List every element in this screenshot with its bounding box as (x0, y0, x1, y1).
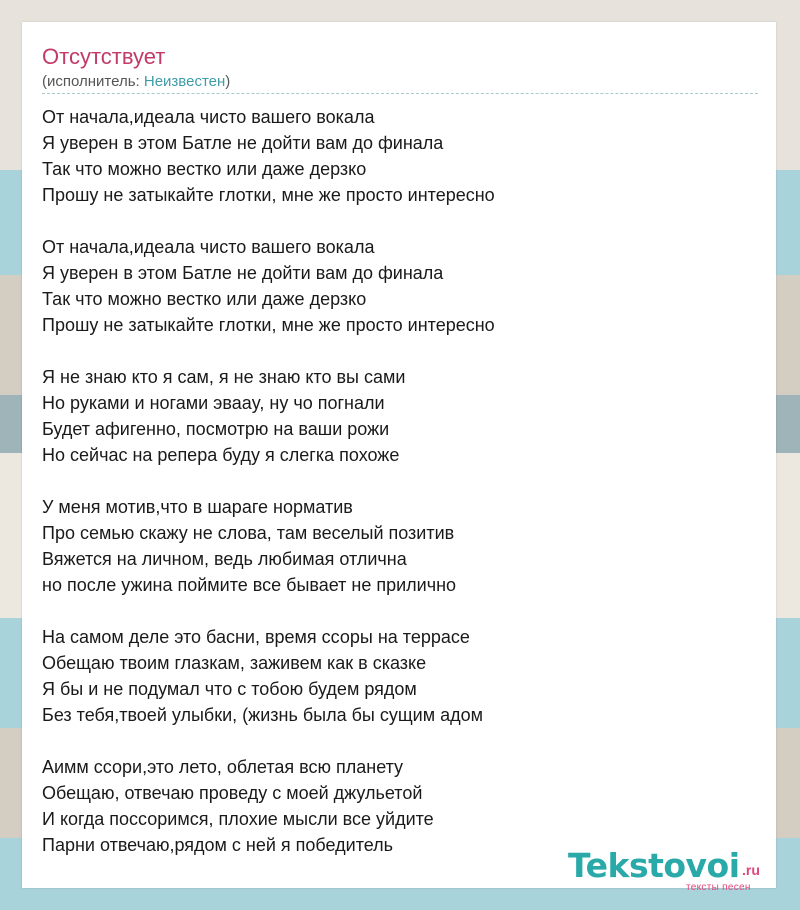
artist-link[interactable]: Неизвестен (143, 73, 226, 90)
artist-line (42, 73, 230, 91)
lyric-line: На самом деле это басни, время ссоры на террасе (42, 627, 470, 647)
lyric-line: Я не знаю кто я сам, я не знаю кто вы сами (42, 367, 406, 387)
logo-suffix: .ru (742, 862, 760, 878)
lyric-line: Обещаю твоим глазкам, заживем как в сказке (42, 653, 427, 673)
song-title: Отсутствует (42, 44, 166, 69)
lyric-line: но после ужина поймите все бывает не прилично (42, 575, 457, 595)
stanza (42, 234, 762, 338)
stanza (42, 494, 762, 598)
lyric-line: Обещаю, отвечаю проведу с моей джульетой (42, 783, 423, 803)
title-divider (42, 93, 758, 94)
lyric-line: Аимм ссори,это лето, облетая всю планету (42, 757, 404, 777)
artist-prefix: (исполнитель: (42, 73, 144, 90)
lyric-line: Я уверен в этом Батле не дойти вам до финала (42, 133, 444, 153)
lyric-line: Вяжется на личном, ведь любимая отлична (42, 549, 407, 569)
lyric-line: Я бы и не подумал что с тобою будем рядом (42, 679, 417, 699)
lyric-line: Про семью скажу не слова, там веселый позитив (42, 523, 455, 543)
stanza-gap (42, 468, 762, 494)
stanza (42, 364, 762, 468)
lyric-line: Без тебя,твоей улыбки, (жизнь была бы сущим адом (42, 705, 483, 725)
stanza (42, 624, 762, 728)
lyric-line: Так что можно вестко или даже дерзко (42, 289, 367, 309)
lyric-line: И когда поссоримся, плохие мысли все уйдите (42, 809, 434, 829)
lyric-line: Так что можно вестко или даже дерзко (42, 159, 367, 179)
stanza-gap (42, 728, 762, 754)
lyric-line: От начала,идеала чисто вашего вокала (42, 237, 375, 257)
lyrics-card (22, 22, 776, 893)
lyric-line: Прошу не затыкайте глотки, мне же просто интересно (42, 315, 495, 335)
site-logo[interactable] (568, 846, 778, 893)
stanza-gap (42, 598, 762, 624)
lyric-line: Но сейчас на репера буду я слегка похоже (42, 445, 400, 465)
lyric-line: Но руками и ногами эвааy, ну чо погнали (42, 393, 385, 413)
lyric-line: От начала,идеала чисто вашего вокала (42, 107, 375, 127)
lyric-line: Я уверен в этом Батле не дойти вам до финала (42, 263, 444, 283)
lyric-line: Будет афигенно, посмотрю на ваши рожи (42, 419, 390, 439)
stanza (42, 104, 762, 208)
stanza (42, 754, 762, 858)
lyric-line: У меня мотив,что в шараге норматив (42, 497, 353, 517)
logo-tagline: тексты песен (686, 882, 751, 893)
logo-text: Tekstovoi (568, 846, 740, 885)
stanza-gap (42, 208, 762, 234)
lyrics-body (42, 104, 762, 858)
stanza-gap (42, 338, 762, 364)
artist-suffix: ) (225, 73, 231, 90)
lyric-line: Прошу не затыкайте глотки, мне же просто интересно (42, 185, 495, 205)
lyric-line: Парни отвечаю,рядом с ней я победитель (42, 835, 394, 855)
